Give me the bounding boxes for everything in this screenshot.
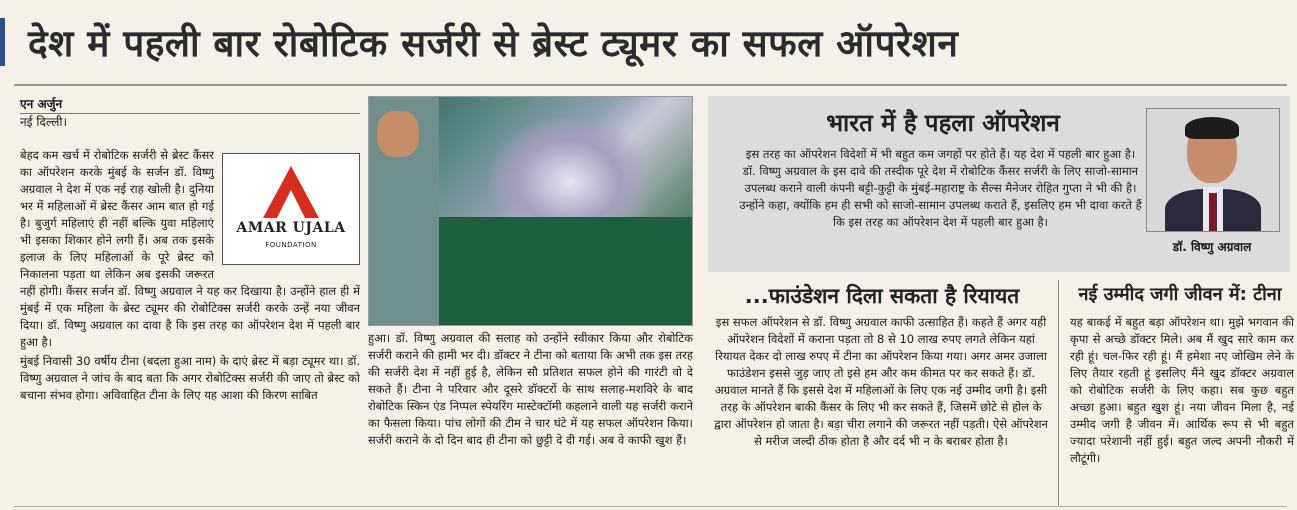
logo-subbrand: FOUNDATION [265, 241, 317, 249]
article-column-1 [20, 147, 360, 507]
article-column-2 [368, 330, 693, 508]
surgical-drape [439, 217, 692, 325]
sidebar-box [708, 96, 1290, 272]
headline-banner [0, 0, 1297, 82]
portrait-tie [1209, 193, 1217, 231]
logo-brand: AMAR UJALA [236, 220, 346, 236]
column-divider [1058, 280, 1059, 505]
sidebar-box-title: भारत में है पहला ऑपरेशन [826, 109, 1060, 137]
headline-divider [14, 84, 1287, 86]
column2-paragraph-1: हुआ। डॉ. विष्णु अग्रवाल की सलाह को उन्होंने स्वीकार किया और रोबोटिक सर्जरी कराने की हामी भर दी। डॉक्टर ने टीना को बताया कि अभी तक इस तरह की सर्जरी देश में नहीं हुई है, लेकिन सौ प्रतिशत सफल होने की गारंटी वो दे सकते हैं। टीना ने परिवार और दूसरे डॉक्टरों के साथ सलाह-मशविरे के बाद रोबोटिक स्किन एंड निप्पल स्पेयरिंग मास्टेक्टॉमी कहलाने वाली यह सर्जरी कराने का फैसला किया। पांच लोगों की टीम ने चार घंटे में यह सफल ऑपरेशन किया। सर्जरी कराने के दो दिन बाद ही टीना को छुट्टी दे दी गई। अब वे काफी खुश हैं। [368, 331, 693, 447]
portrait-hair [1185, 117, 1239, 139]
bottom-divider [14, 506, 1287, 507]
tina-subheading: नई उम्मीद जगी जीवन में: टीना [1078, 284, 1282, 305]
surgeon-face [377, 111, 419, 157]
column3-text: इस सफल ऑपरेशन से डॉ. विष्णु अग्रवाल काफी उत्साहित हैं। कहते हैं अगर यही ऑपरेशन विदेशों में कराना पड़ता तो 8 से 10 लाख रुपए लगते लेकिन यहां रियायत देकर दो लाख रुपए में टीना का ऑपरेशन किया गया। अगर अमर उजाला फाउंडेशन इससे जुड़ जाए तो इसे हम और कम कीमत पर कर सकते हैं। डॉ. अग्रवाल मानते हैं कि इससे देश में महिलाओं के लिए एक नई उम्मीद जगी है। इसी तरह के ऑपरेशन बाकी कैंसर के लिए भी कर सकते हैं, जिसमें छोटे से होल के द्वारा ऑपरेशन हो जाता है। बड़ा चीरा लगाने की जरूरत नहीं पड़ती। ऐसे ऑपरेशन से मरीज जल्दी ठीक होता है और दर्द भी न के बराबर होता है। [714, 315, 1048, 448]
amar-ujala-foundation-logo [222, 153, 360, 265]
byline-author: एन अर्जुन [20, 96, 360, 114]
column1-paragraph-1: बेहद कम खर्च में रोबोटिक सर्जरी से ब्रेस्ट कैंसर का ऑपरेशन करके मुंबई के सर्जन डॉ. विष्णु अग्रवाल ने देश में एक नई राह खोली है। दुनिया भर में महिलाओं में ब्रेस्ट कैंसर आम बात हो गई है। बुजुर्ग महिलाएं ही नहीं बल्कि युवा महिलाएं भी इसका शिकार होने लगी हैं। अब तक इसके इलाज के लिए महिलाओं के पूरे ब्रेस्ट को निकालना पड़ता था लेकिन अब इसकी जरूरत नहीं होगी। कैंसर सर्जन डॉ. विष्णु अग्रवाल ने यह कर दिखाया है। उन्होंने हाल ही में मुंबई में एक महिला के ब्रेस्ट ट्यूमर की रोबोटिक्स सर्जरी करके उन्हें नया जीवन दिया। डॉ. विष्णु अग्रवाल का दावा है कि इस तरह का ऑपरेशन देश में पहली बार हुआ है। [20, 148, 360, 349]
byline [20, 96, 355, 131]
foundation-subheading: ...फाउंडेशन दिला सकता है रियायत [744, 284, 1020, 308]
headline-accent-bar [0, 18, 5, 66]
article-column-3 [712, 314, 1050, 509]
portrait-caption: डॉ. विष्णु अग्रवाल [1172, 240, 1252, 254]
doctor-portrait [1146, 108, 1280, 232]
surgery-photo [368, 96, 693, 326]
headline: देश में पहली बार रोबोटिक सर्जरी से ब्रेस्ट ट्यूमर का सफल ऑपरेशन [28, 21, 959, 65]
sidebar-box-text: इस तरह का ऑपरेशन विदेशों में भी बहुत कम जगहों पर होते हैं। यह देश में पहली बार हुआ है। डॉ. विष्णु अग्रवाल के इस दावे की तस्दीक पूरे देश में रोबोटिक कैंसर सर्जरी के लिए साजो-सामान उपलब्ध कराने वाली कंपनी बट्टी-कुट्टी के मुंबई-महाराष्ट्र के सैल्स मैनेजर रोहित गुप्ता ने भी की है। उन्होंने कहा, क्योंकि हम ही सभी को साजो-सामान उपलब्ध कराते हैं, इसलिए हम भी दावा करते हैं कि इस तरह का ऑपरेशन देश में पहली बार हुआ है। [739, 147, 1142, 229]
column4-text: यह बाकई में बहुत बड़ा ऑपरेशन था। मुझे भगवान की कृपा से अच्छे डॉक्टर मिले। अब मैं खुद सारे काम कर रही हूं। चल-फिर रही हूं। मैं हमेशा नए जोखिम लेने के लिए तैयार रहती हूं इसलिए मैंने खुद डॉक्टर अग्रवाल को रोबोटिक सर्जरी के लिए कहा। सब कुछ बहुत अच्छा हुआ। बहुत खुश हूं। नया जीवन मिला है, नई उम्मीद जगी है जीवन में। आर्थिक रूप से भी बहुत ज्यादा परेशानी नहीं हुई। बहुत जल्द अपनी नौकरी में लौटूंगी। [1070, 315, 1294, 465]
triangle-logo-icon [261, 164, 321, 220]
column1-paragraph-2: मुंबई निवासी 30 वर्षीय टीना (बदला हुआ नाम) के दाएं ब्रेस्ट में बड़ा ट्यूमर था। डॉ. विष्णु अग्रवाल ने जांच के बाद बता कि अगर रोबोटिक्स सर्जरी की जाए तो ब्रेस्ट को बचाना संभव होगा। अविवाहित टीना के लिए यह आशा की किरण साबित [20, 354, 360, 402]
byline-location: नई दिल्ली। [20, 115, 68, 129]
article-column-4 [1070, 314, 1294, 509]
